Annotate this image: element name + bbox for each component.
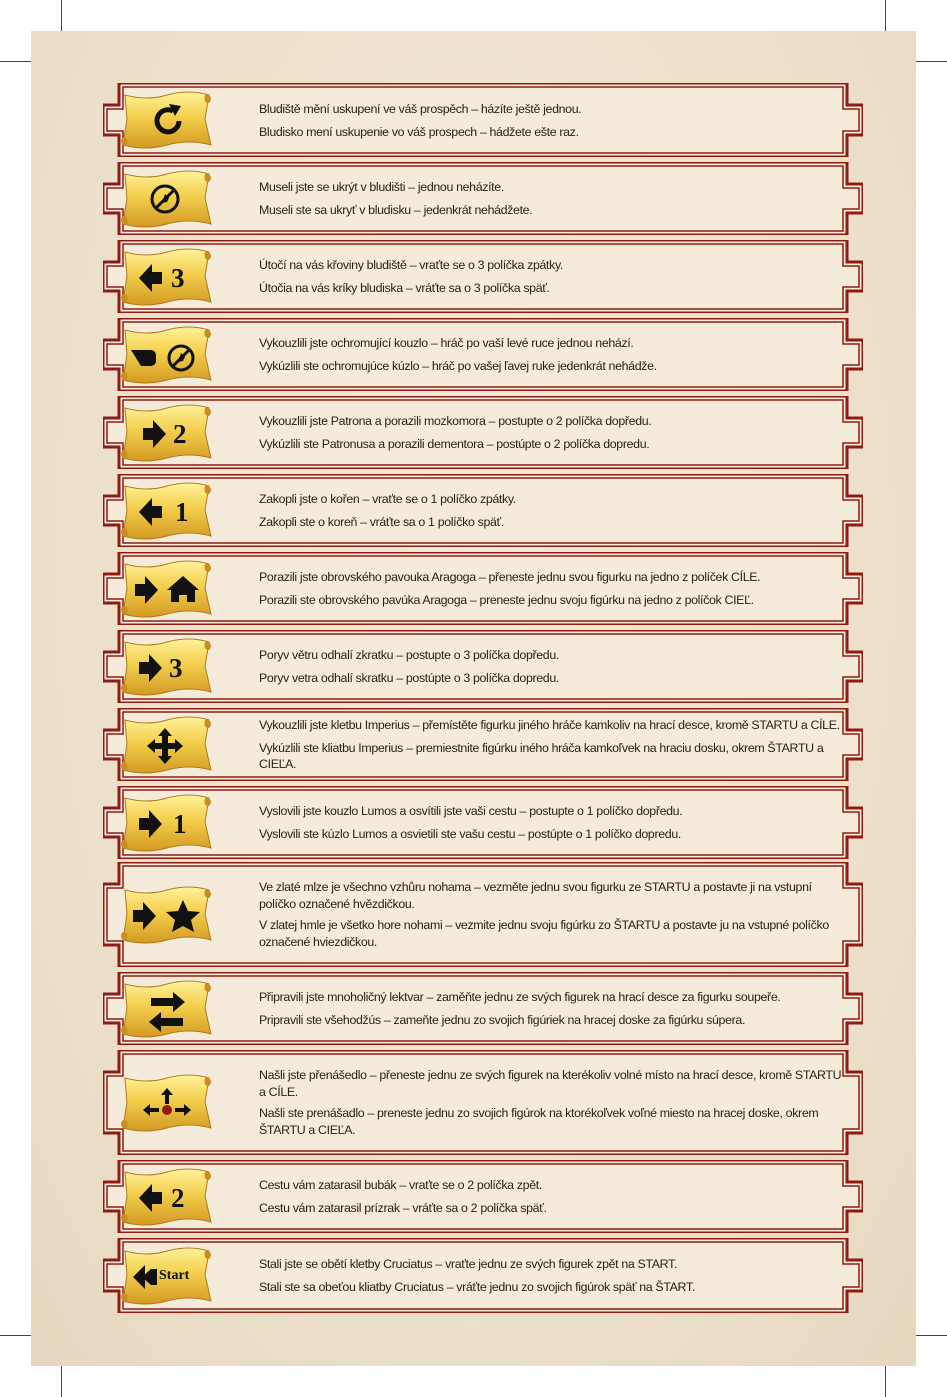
rule-text-slovak: Vykúzlili ste ochromujúce kúzlo – hráč po vašej ľavej ruke jedenkrát nehádže. <box>259 359 657 373</box>
crop-mark <box>61 1366 62 1397</box>
start-label: Start <box>159 1267 190 1283</box>
rule-row <box>103 240 863 313</box>
rule-row <box>103 552 863 625</box>
rule-text-czech: Vykouzlili jste Patrona a porazili mozkomora – postupte o 2 políčka dopředu. <box>259 414 652 428</box>
rule-row <box>103 1160 863 1233</box>
rule-text-czech: Vykouzlili jste ochromující kouzlo – hráč po vaší levé ruce jednou nehází. <box>259 336 634 350</box>
rule-text-czech: Zakopli jste o kořen – vraťte se o 1 políčko zpátky. <box>259 492 516 506</box>
rule-text-czech: Porazili jste obrovského pavouka Aragoga – přeneste jednu svou figurku na jedno z políček CÍLE. <box>259 570 761 584</box>
rule-text <box>259 630 843 703</box>
rule-row <box>103 83 863 157</box>
rule-row <box>103 162 863 235</box>
rule-text <box>259 786 843 859</box>
rule-text-slovak: Pripravili ste všehodžús – zameňte jednu zo svojich figúriek na hracej doske za figúrku súpera. <box>259 1013 746 1027</box>
rule-text-slovak: Vykúzlili ste Patronusa a porazili dementora – postúpte o 2 políčka dopredu. <box>259 437 650 451</box>
rule-text-czech: Stali jste se obětí kletby Cruciatus – vraťte jednu ze svých figurek zpět na START. <box>259 1257 677 1271</box>
rule-text-slovak: Bludisko mení uskupenie vo váš prospech – hádžete ešte raz. <box>259 124 579 139</box>
svg-text:3: 3 <box>171 262 185 293</box>
rule-text-czech: Vykouzlili jste kletbu Imperius – přemístěte figurku jiného hráče kamkoliv na hrací desce, kromě STARTU a CÍLE. <box>259 718 840 732</box>
rule-text-slovak: Stali ste sa obeťou kliatby Cruciatus – vráťte jednu zo svojich figúrok späť na ŠTART. <box>259 1280 695 1294</box>
svg-text:1: 1 <box>175 496 189 527</box>
svg-text:2: 2 <box>171 1182 185 1213</box>
swap-icon <box>117 978 213 1040</box>
crop-mark <box>61 0 62 31</box>
rule-text <box>259 708 843 781</box>
crop-mark <box>916 1335 947 1336</box>
rule-row <box>103 862 863 967</box>
forward-1-icon <box>117 792 213 854</box>
rule-row <box>103 630 863 703</box>
rule-text-czech: Ve zlaté mlze je všechno vzhůru nohama – vezměte jednu svou figurku ze STARTU a postavte ji na vstupní políčko označené hvězdičkou. <box>259 879 812 911</box>
rule-text-czech: Připravili jste mnoholičný lektvar – zaměňte jednu ze svých figurek na hrací desce za figurku soupeře. <box>259 990 781 1004</box>
rule-text-czech: Museli jste se ukrýt v bludišti – jednou neházíte. <box>259 180 504 194</box>
rule-text-slovak: Vykúzlili ste kliatbu Imperius – premiestnite figúrku iného hráča kamkoľvek na hraciu dosku, okrem ŠTARTU a CIEĽA. <box>259 741 824 771</box>
rule-text-czech: Poryv větru odhalí zkratku – postupte o 3 políčka dopředu. <box>259 648 559 662</box>
rule-text-czech: Našli jste přenášedlo – přeneste jednu ze svých figurek na kterékoliv volné místo na hrací desce, kromě STARTU a CÍLE. <box>259 1067 842 1099</box>
forward-3-icon <box>117 636 213 698</box>
forward-home-icon <box>117 558 213 620</box>
rule-text-slovak: Cestu vám zatarasil prízrak – vráťte sa o 2 políčka späť. <box>259 1201 547 1215</box>
rule-text <box>259 862 843 967</box>
crop-mark <box>916 61 947 62</box>
rule-text-czech: Útočí na vás křoviny bludiště – vraťte se o 3 políčka zpátky. <box>259 258 564 272</box>
crop-mark <box>885 0 886 31</box>
crop-mark <box>0 1335 31 1336</box>
back-3-icon <box>117 246 213 308</box>
rule-text-slovak: Museli ste sa ukryť v bludisku – jedenkrát nehádžete. <box>259 203 533 217</box>
skip-turn-icon <box>117 168 213 230</box>
rule-row <box>103 972 863 1045</box>
rule-row <box>103 708 863 781</box>
rule-text-slovak: Vyslovili ste kúzlo Lumos a osvietili ste vašu cestu – postúpte o 1 políčko dopredu. <box>259 827 681 841</box>
rule-text-czech: Cestu vám zatarasil bubák – vraťte se o 2 políčka zpět. <box>259 1178 542 1192</box>
rule-text <box>259 162 843 235</box>
rule-text-slovak: Zakopli ste o koreň – vráťte sa o 1 políčko späť. <box>259 515 504 529</box>
svg-text:1: 1 <box>173 808 187 839</box>
back-1-icon <box>117 480 213 542</box>
rule-text <box>259 474 843 547</box>
rule-row <box>103 474 863 547</box>
rule-text <box>259 318 843 391</box>
rule-row <box>103 786 863 859</box>
rule-text-czech: Vyslovili jste kouzlo Lumos a osvítili jste vaši cestu – postupte o 1 políčko dopředu. <box>259 804 683 818</box>
rule-text-slovak: Našli ste prenášadlo – preneste jednu zo svojich figúrok na ktorékoľvek voľné miesto na hracej doske, okrem ŠTARTU a CIEĽA. <box>259 1105 819 1137</box>
svg-text:2: 2 <box>173 418 187 449</box>
rule-text <box>259 1160 843 1233</box>
left-player-skip-icon <box>117 324 213 386</box>
rule-text-slovak: Porazili ste obrovského pavúka Aragoga – preneste jednu svoju figúrku na jedno z políčok CIEĽ. <box>259 593 754 607</box>
move-any-icon <box>117 714 213 776</box>
crop-mark <box>0 61 31 62</box>
rule-text <box>259 972 843 1045</box>
rule-text-slovak: Útočia na vás kríky bludiska – vráťte sa o 3 políčka späť. <box>259 281 550 295</box>
rule-text <box>259 1050 843 1155</box>
rule-text <box>259 1238 843 1313</box>
svg-text:3: 3 <box>169 652 183 683</box>
rule-row <box>103 1238 863 1313</box>
rule-row <box>103 396 863 469</box>
rule-text-czech: Bludiště mění uskupení ve váš prospěch – házíte ještě jednou. <box>259 101 582 116</box>
back-2-icon <box>117 1166 213 1228</box>
rule-text <box>259 396 843 469</box>
forward-2-icon <box>117 402 213 464</box>
rule-row <box>103 318 863 391</box>
reroll-icon <box>117 89 213 151</box>
forward-star-icon <box>117 884 213 946</box>
rule-row <box>103 1050 863 1155</box>
portkey-icon <box>117 1072 213 1134</box>
rule-text <box>259 552 843 625</box>
rule-text <box>259 240 843 313</box>
rule-text-slovak: V zlatej hmle je všetko hore nohami – vezmite jednu svoju figúrku zo ŠTARTU a postavte ju na vstupné políčko označené hviezdičkou. <box>259 917 829 949</box>
rule-text <box>259 83 843 157</box>
crop-mark <box>885 1366 886 1397</box>
rule-text-slovak: Poryv vetra odhalí skratku – postúpte o 3 políčka dopredu. <box>259 671 559 685</box>
